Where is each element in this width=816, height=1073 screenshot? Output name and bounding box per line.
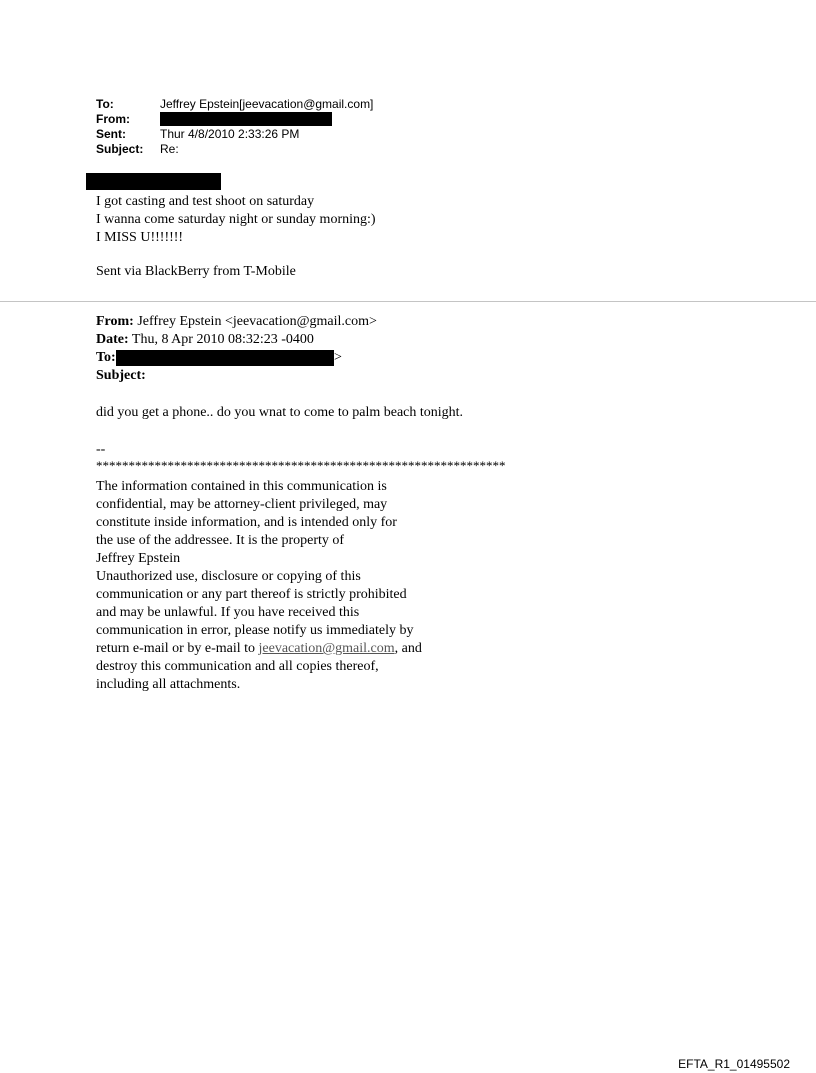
header-from-row [96,111,373,126]
signature-dashes: -- [96,442,106,457]
quoted-date-value: Thu, 8 Apr 2010 08:32:23 -0400 [131,332,314,347]
disclaimer-line: including all attachments. [96,677,241,692]
signature-stars: *************************************************************** [96,458,506,473]
quoted-subject-row [96,367,377,385]
quoted-subject-label: Subject: [96,368,146,383]
quoted-from-row [96,313,377,331]
to-value: Jeffrey Epstein[jeevacation@gmail.com] [160,97,374,111]
quoted-header [96,313,377,385]
divider [0,301,816,302]
redaction-box [116,350,334,366]
redaction-box [86,173,221,190]
disclaimer-line: communication in error, please notify us immediately by [96,623,414,638]
disclaimer-link-suffix: , and [394,641,422,656]
message-line: I wanna come saturday night or sunday morning:) [96,212,376,227]
subject-value: Re: [160,142,179,156]
disclaimer-line: confidential, may be attorney-client privileged, may [96,497,388,512]
subject-label: Subject: [96,142,144,156]
to-label: To: [96,97,114,111]
quoted-date-label: Date: [96,332,129,347]
message-signature: Sent via BlackBerry from T-Mobile [96,264,296,279]
disclaimer-line: communication or any part thereof is strictly prohibited [96,587,407,602]
disclaimer-line: the use of the addressee. It is the property of [96,533,345,548]
disclaimer-link-prefix: return e-mail or by e-mail to [96,641,259,656]
quoted-body: did you get a phone.. do you wnat to come to palm beach tonight. [96,405,464,420]
quoted-date-row [96,331,377,349]
quoted-from-label: From: [96,314,134,329]
message-line: I MISS U!!!!!!! [96,230,184,245]
email-link[interactable]: jeevacation@gmail.com [258,641,395,656]
email-header [96,96,373,156]
header-subject-row [96,141,373,156]
quoted-to-suffix: > [334,350,342,365]
sent-label: Sent: [96,127,126,141]
header-to-row [96,96,373,111]
disclaimer-line [96,640,422,658]
quoted-to-row [96,349,377,367]
disclaimer-line: destroy this communication and all copies thereof, [96,659,379,674]
message-line: I got casting and test shoot on saturday [96,194,315,209]
document-id: EFTA_R1_01495502 [678,1057,790,1071]
disclaimer-line: The information contained in this communication is [96,479,387,494]
quoted-to-label: To: [96,350,116,365]
redaction-box [160,112,332,126]
quoted-from-value: Jeffrey Epstein <jeevacation@gmail.com> [137,314,377,329]
from-label: From: [96,112,130,126]
sent-value: Thur 4/8/2010 2:33:26 PM [160,127,300,141]
disclaimer-line: and may be unlawful. If you have received this [96,605,360,620]
disclaimer-line: Jeffrey Epstein [96,551,181,566]
message-body [96,193,376,247]
disclaimer [96,478,422,694]
disclaimer-line: constitute inside information, and is intended only for [96,515,397,530]
disclaimer-line: Unauthorized use, disclosure or copying of this [96,569,361,584]
header-sent-row [96,126,373,141]
